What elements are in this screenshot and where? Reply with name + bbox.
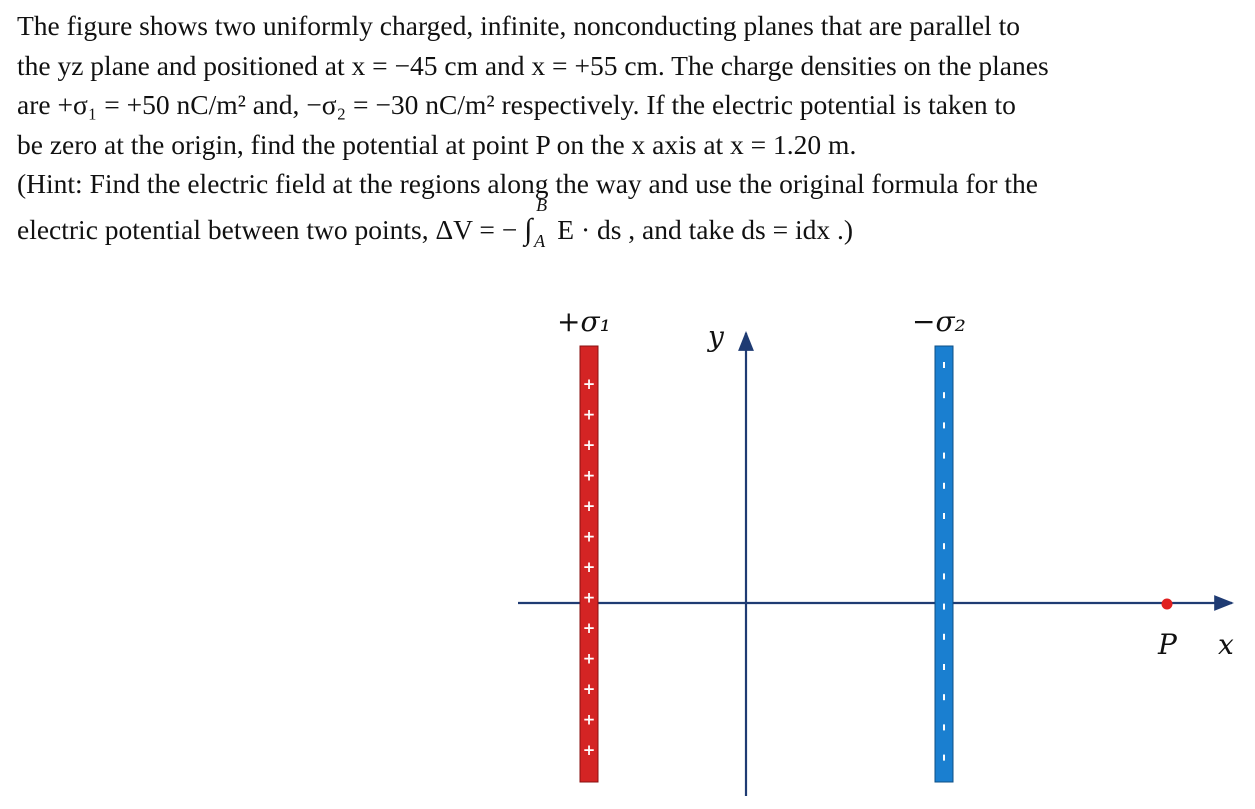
minus-charge-sign xyxy=(943,513,945,519)
point-p-marker xyxy=(1162,599,1173,610)
plane-positive-label: +σ₁ xyxy=(557,305,611,338)
minus-charge-sign xyxy=(943,634,945,640)
plus-charge-sign: + xyxy=(582,405,596,424)
plus-charge-sign: + xyxy=(582,588,596,607)
x-axis-label: x xyxy=(1218,628,1234,661)
problem-line-1: The figure shows two uniformly charged, infinite, nonconducting planes that are parallel to xyxy=(17,10,1020,41)
plus-charge-sign: + xyxy=(582,497,596,515)
integral-upper-bound: B xyxy=(536,194,548,215)
minus-charge-sign xyxy=(943,392,945,398)
plus-charge-sign: + xyxy=(582,710,596,729)
minus-charge-sign xyxy=(943,422,945,428)
minus-charge-sign xyxy=(943,664,945,670)
hint-formula-suffix: E · ds , and take ds = idx .) xyxy=(550,213,854,245)
problem-line-2: the yz plane and positioned at x = −45 cm and x = +55 cm. The charge densities on the planes xyxy=(17,49,1049,81)
plus-charge-sign: + xyxy=(582,436,596,454)
minus-charge-sign xyxy=(943,694,945,700)
plane-negative xyxy=(935,346,953,782)
problem-line-4: be zero at the origin, find the potential at point P on the x axis at x = 1.20 m. xyxy=(17,128,857,160)
problem-line-3: are +σ₁ = +50 nC/m² and, −σ₂ = −30 nC/m² respectively. If the electric potential is taken to xyxy=(17,89,1016,120)
hint-line-1: (Hint: Find the electric field at the regions along the way and use the original formula for the xyxy=(17,168,1039,199)
plus-charge-sign: + xyxy=(582,558,596,576)
plus-charge-sign: + xyxy=(582,680,596,698)
minus-charge-sign xyxy=(943,604,945,610)
plus-charge-sign: + xyxy=(582,619,596,637)
plus-charge-sign: + xyxy=(582,466,596,485)
plus-charge-sign: + xyxy=(582,649,596,668)
plus-charge-sign: + xyxy=(582,375,596,393)
hint-formula-prefix: electric potential between two points, ΔV = − xyxy=(17,213,518,245)
integral-sign: ∫ B A xyxy=(524,194,548,251)
plus-charge-sign: + xyxy=(582,741,596,759)
minus-charge-sign xyxy=(943,543,945,549)
integral-lower-bound: A xyxy=(534,230,546,251)
minus-charge-sign xyxy=(943,755,945,761)
point-p-label: P xyxy=(1158,628,1177,661)
minus-charge-sign xyxy=(943,724,945,730)
minus-charge-sign xyxy=(943,573,945,579)
minus-charge-sign xyxy=(943,362,945,368)
plane-negative-label: −σ₂ xyxy=(912,305,966,338)
plus-charge-sign: + xyxy=(582,527,596,546)
minus-charge-sign xyxy=(943,453,945,459)
y-axis-label: y xyxy=(708,320,724,353)
minus-charge-sign xyxy=(943,483,945,489)
